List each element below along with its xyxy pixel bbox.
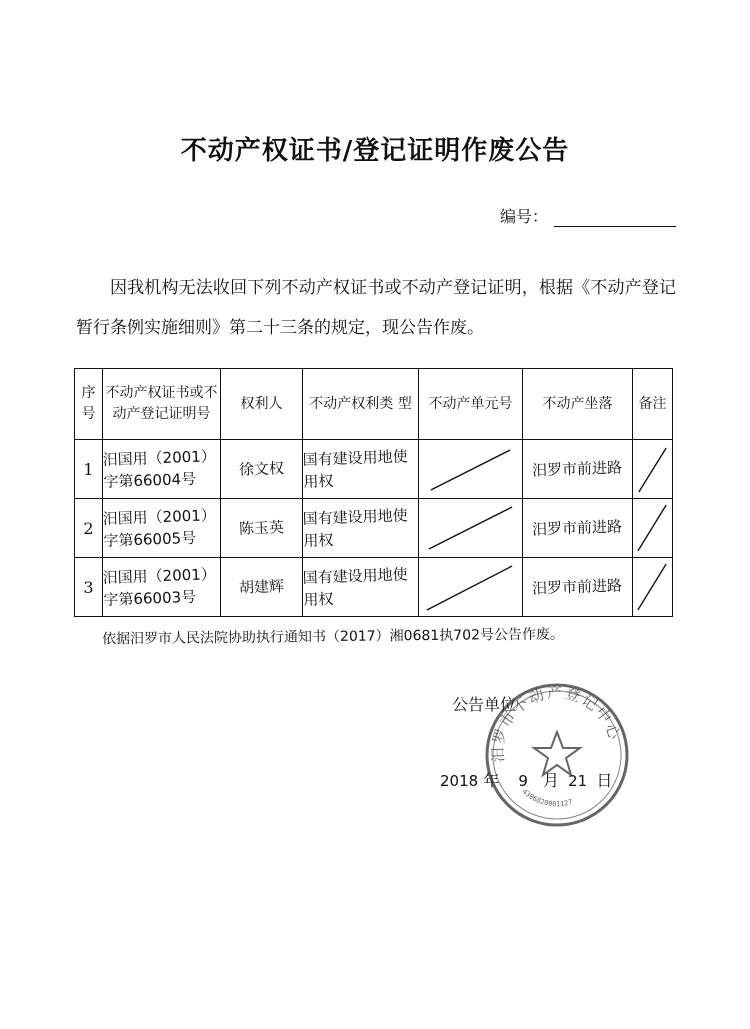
row-holder [221, 558, 303, 617]
header-cert-no: 不动产权证书或不动产登记证明号 [103, 369, 221, 440]
seal-text-path: 汨罗市不动产登记中心 [488, 683, 625, 763]
row-right-type [303, 499, 419, 558]
row-location [523, 499, 633, 558]
row-remark [633, 499, 673, 558]
header-right-type: 不动产权利类 型 [303, 369, 419, 440]
date-month: 9 [518, 772, 528, 790]
table-header-row [75, 369, 673, 440]
row-right-type [303, 440, 419, 499]
row-seq: 3 [75, 558, 103, 617]
document-number [500, 204, 676, 227]
row-holder [221, 440, 303, 499]
holder-text: 陈玉英 [238, 518, 285, 538]
date-year: 2018 [440, 772, 479, 790]
row-seq: 1 [75, 440, 103, 499]
row-remark [633, 558, 673, 617]
announcement-paragraph: 因我机构无法收回下列不动产权证书或不动产登记证明，根据《不动产登记暂行条例实施细则》第二十三条的规定，现公告作废。 [76, 278, 676, 338]
header-location: 不动产坐落 [523, 369, 633, 440]
number-blank-line [554, 212, 676, 227]
star-icon [534, 732, 580, 775]
holder-text: 徐文权 [238, 459, 285, 479]
right-type-text: 国有建设用地使用权 [302, 447, 408, 491]
row-unit-no [419, 558, 523, 617]
official-seal [482, 680, 632, 830]
row-cert-no [103, 558, 221, 617]
row-location [523, 440, 633, 499]
header-holder: 权利人 [221, 369, 303, 440]
slash-mark [633, 440, 672, 498]
date-month-unit: 月 [543, 771, 560, 790]
date-day: 21 [568, 772, 588, 790]
slash-mark [633, 499, 672, 557]
date-year-unit: 年 [483, 771, 500, 790]
slash-mark [419, 440, 522, 498]
header-seq: 序号 [75, 369, 103, 440]
row-holder [221, 499, 303, 558]
row-right-type [303, 558, 419, 617]
header-remark: 备注 [633, 369, 673, 440]
slash-mark [419, 558, 522, 616]
row-location [523, 558, 633, 617]
row-seq: 2 [75, 499, 103, 558]
right-type-text: 国有建设用地使用权 [302, 506, 408, 550]
slash-mark [633, 558, 672, 616]
issuer-label: 公告单位 [452, 695, 517, 714]
page-title: 不动产权证书/登记证明作废公告 [180, 136, 570, 166]
row-cert-no [103, 499, 221, 558]
row-unit-no [419, 440, 523, 499]
table-row [75, 440, 673, 499]
seal-text [489, 683, 624, 762]
holder-text: 胡建辉 [238, 577, 285, 597]
header-unit-no: 不动产单元号 [419, 369, 523, 440]
location-text: 汨罗市前进路 [532, 576, 623, 598]
cert-no-text: 汨国用（2001）字第66004号 [102, 447, 217, 492]
seal-serial-path: 4306820001127 [520, 787, 574, 809]
row-cert-no [103, 440, 221, 499]
row-remark [633, 440, 673, 499]
location-text: 汨罗市前进路 [532, 458, 623, 480]
table-row [75, 499, 673, 558]
number-label: 编号： [500, 207, 549, 226]
cert-no-text: 汨国用（2001）字第66003号 [102, 565, 217, 610]
date-day-unit: 日 [596, 771, 613, 790]
row-unit-no [419, 499, 523, 558]
right-type-text: 国有建设用地使用权 [302, 565, 408, 609]
slash-mark [419, 499, 522, 557]
location-text: 汨罗市前进路 [532, 517, 623, 539]
handwritten-note: 依据汨罗市人民法院协助执行通知书（2017）湘0681执702号公告作废。 [101, 626, 565, 648]
seal-serial [521, 788, 574, 809]
table-row [75, 558, 673, 617]
cert-no-text: 汨国用（2001）字第66005号 [102, 506, 217, 551]
certificate-table [74, 368, 673, 617]
